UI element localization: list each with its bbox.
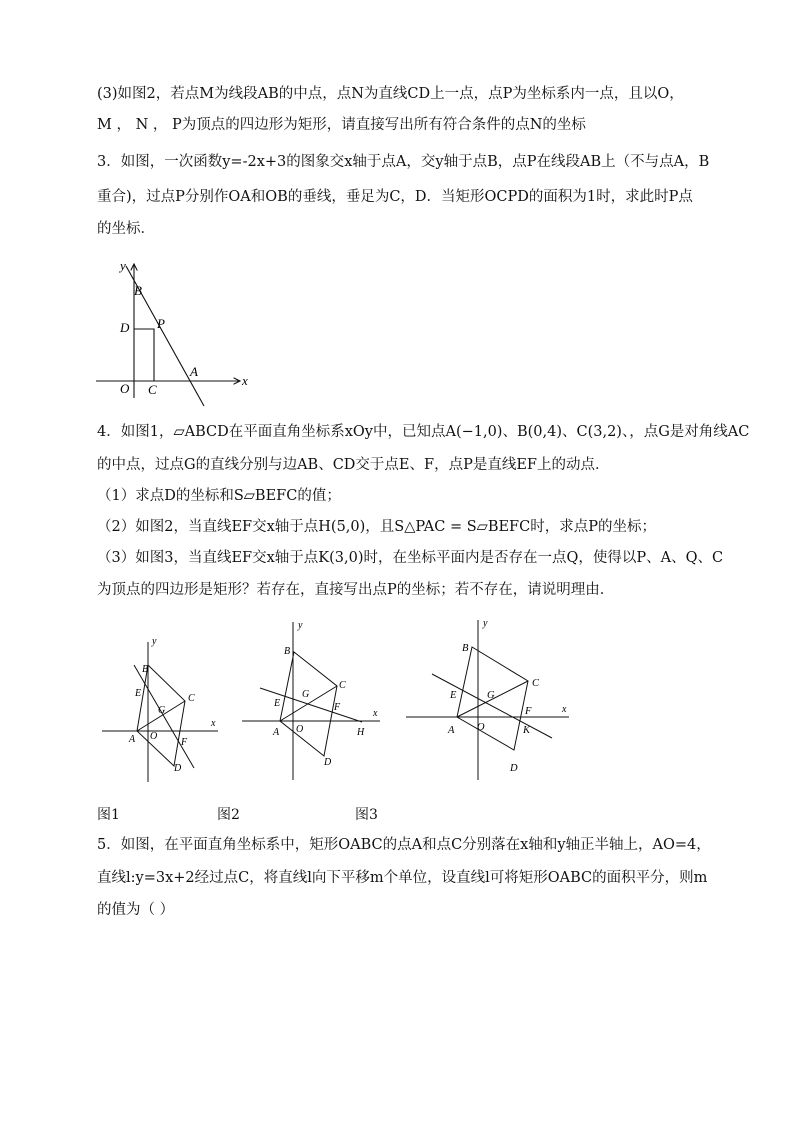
svg-text:F: F: [334, 702, 341, 713]
q3-figure: [90, 252, 260, 412]
q3-line2: 重合)，过点P分别作OA和OB的垂线，垂足为C，D．当矩形OCPD的面积为1时，求此时P点: [97, 189, 693, 205]
svg-text:O: O: [477, 722, 485, 733]
svg-text:B: B: [142, 664, 149, 675]
svg-text:x: x: [211, 718, 216, 729]
q3-label-o: O: [120, 381, 130, 396]
q4-figure-3: [404, 614, 579, 784]
q2-part3-line2: M ， N ， P为顶点的四边形为矩形，请直接写出所有符合条件的点N的坐标: [97, 117, 586, 133]
q3-label-y: y: [120, 258, 126, 273]
svg-text:x: x: [373, 708, 378, 719]
svg-text:E: E: [450, 690, 457, 701]
q4-line2: 的中点，过点G的直线分别与边AB、CD交于点E、F，点P是直线EF上的动点．: [97, 457, 610, 473]
svg-text:G: G: [158, 705, 166, 716]
q3-label-d: D: [120, 320, 130, 335]
q4-sub2: （2）如图2，当直线EF交x轴于点H(5,0)，且S△PAC = S▱BEFC时，求点P的坐标；: [97, 519, 656, 535]
q3-label-b: B: [134, 283, 142, 298]
q2-part3-line1: (3)如图2，若点M为线段AB的中点，点N为直线CD上一点，点P为坐标系内一点，且以O，: [97, 86, 684, 102]
q4-figure-1: [100, 628, 230, 788]
svg-text:D: D: [174, 763, 182, 774]
q4-figure-2: [240, 614, 390, 784]
q3-label-p: P: [157, 316, 165, 331]
svg-text:y: y: [152, 636, 157, 647]
svg-text:O: O: [296, 724, 304, 735]
svg-text:C: C: [532, 678, 540, 689]
svg-text:K: K: [523, 725, 531, 736]
q3-line3: 的坐标．: [97, 221, 155, 237]
svg-text:E: E: [274, 698, 281, 709]
svg-text:B: B: [462, 643, 469, 654]
svg-text:E: E: [135, 688, 142, 699]
svg-text:F: F: [525, 706, 532, 717]
q3-label-a: A: [190, 364, 198, 379]
q4-sub3-line1: （3）如图3，当直线EF交x轴于点K(3,0)时，在坐标平面内是否存在一点Q，使得以P、A、Q、C: [97, 550, 724, 566]
q4-caption-1: 图1: [97, 807, 120, 823]
q5-line2: 直线l:y=3x+2经过点C，将直线l向下平移m个单位，设直线l可将矩形OABC的面积平分，则m: [97, 870, 708, 886]
svg-text:y: y: [298, 620, 303, 631]
q5-line1: 5．如图，在平面直角坐标系中，矩形OABC的点A和点C分别落在x轴和y轴正半轴上，AO=4，: [97, 837, 711, 853]
svg-text:G: G: [302, 689, 310, 700]
svg-text:F: F: [181, 737, 188, 748]
svg-text:B: B: [284, 646, 291, 657]
q4-sub1: （1）求点D的坐标和S▱BEFC的值；: [97, 488, 341, 504]
svg-text:G: G: [487, 690, 495, 701]
svg-text:x: x: [562, 704, 567, 715]
q5-line3: 的值为（ ）: [97, 902, 175, 918]
svg-text:C: C: [188, 693, 195, 704]
q3-label-x: x: [242, 373, 248, 388]
q4-sub3-line2: 为顶点的四边形是矩形？若存在，直接写出点P的坐标；若不存在，请说明理由．: [97, 582, 615, 598]
svg-text:C: C: [339, 680, 346, 691]
q3-line1: 3．如图，一次函数y=-2x+3的图象交x轴于点A，交y轴于点B，点P在线段AB上（不与点A，B: [97, 154, 710, 170]
svg-text:H: H: [357, 727, 365, 738]
svg-text:A: A: [448, 725, 455, 736]
svg-text:A: A: [129, 734, 136, 745]
q4-caption-2: 图2: [217, 807, 240, 823]
svg-text:y: y: [483, 618, 488, 629]
q4-line1: 4．如图1，▱ABCD在平面直角坐标系xOy中，已知点A(−1,0)、B(0,4)、C(3,2)、，点G是对角线AC: [97, 424, 750, 440]
svg-text:D: D: [324, 757, 332, 768]
svg-text:A: A: [273, 727, 280, 738]
svg-text:D: D: [510, 763, 518, 774]
q4-caption-3: 图3: [355, 807, 378, 823]
q3-label-c: C: [148, 382, 157, 397]
q3-rectangle: [134, 329, 154, 381]
svg-text:O: O: [150, 731, 158, 742]
